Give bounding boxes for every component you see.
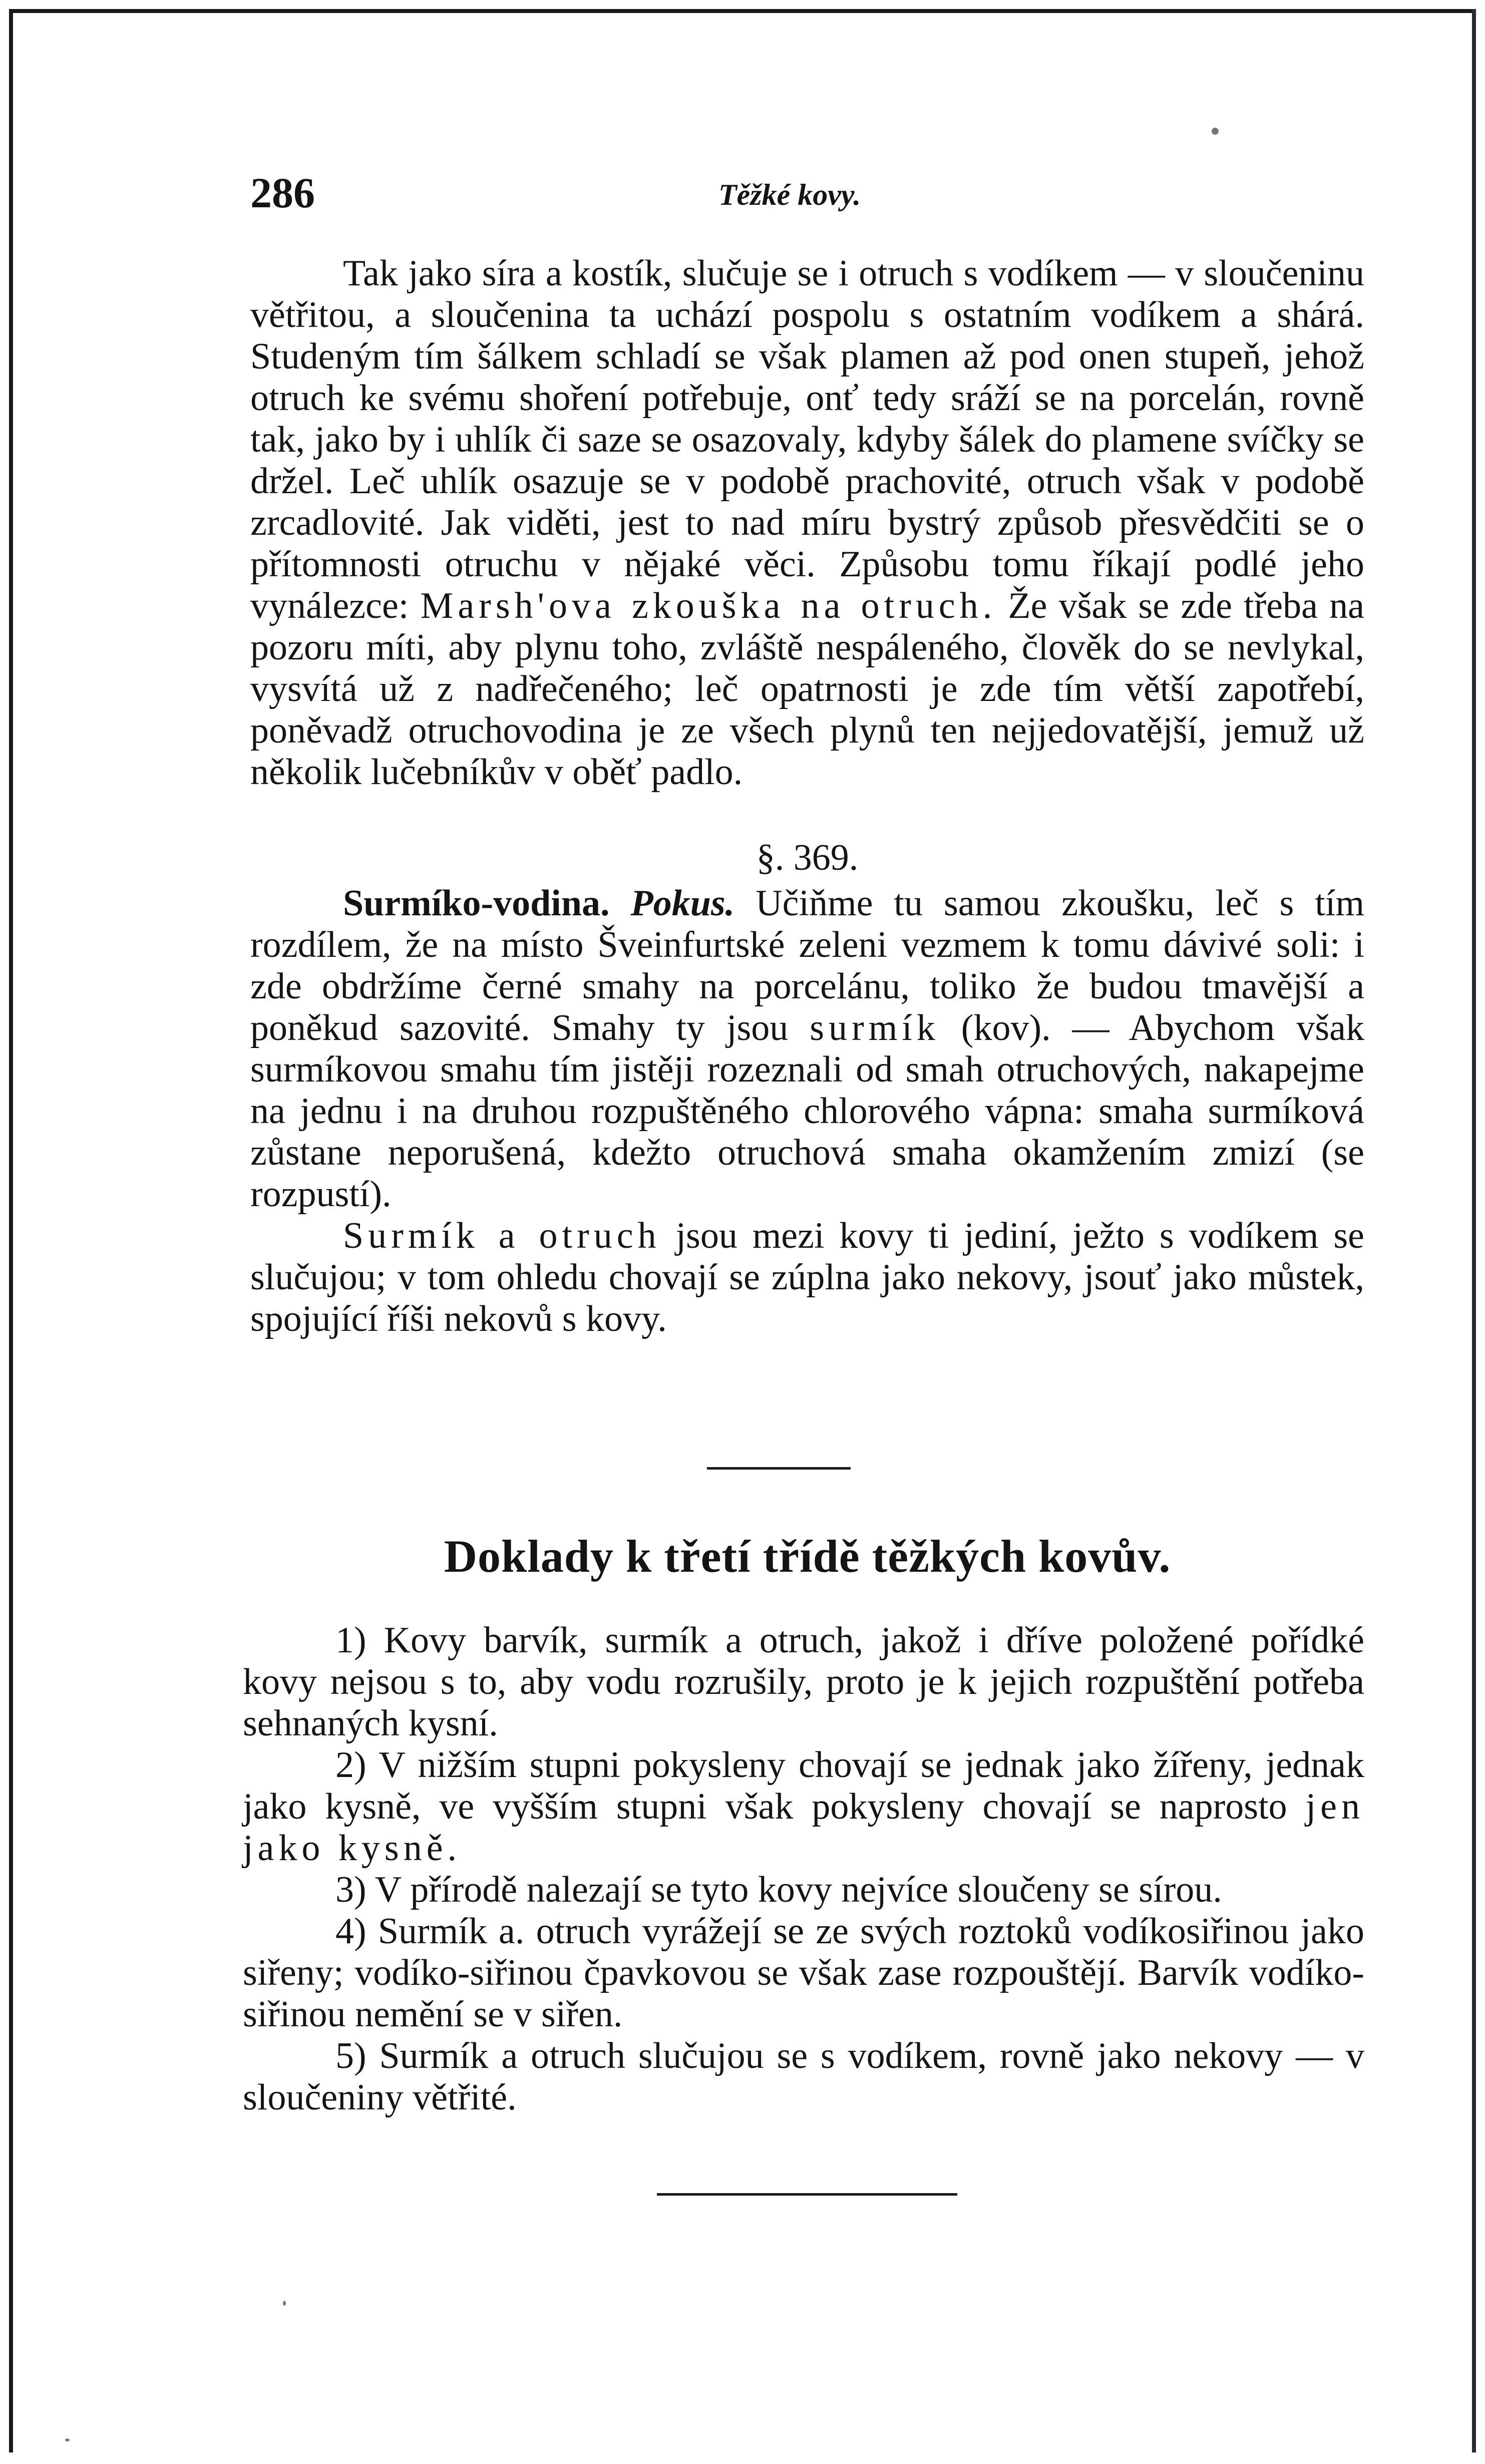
antimony-term: surmík [810, 1007, 940, 1048]
divider-rule [707, 1467, 851, 1470]
acid-term: jen jako kysně. [243, 1786, 1364, 1869]
page-number: 286 [250, 169, 315, 217]
experiment-label: Pokus. [630, 883, 735, 924]
paper-speck [283, 2301, 286, 2306]
summary-item: 2) V nižším stupni pokysleny chovají se jednak jako žířeny, jednak jako kysně, ve vyšším stupni však pokysleny chovají se naprosto jen jako kysně. [243, 1744, 1364, 1869]
summary-item: 4) Surmík a. otruch vyrážejí se ze svých roztoků vodíkosiřinou jako siřeny; vodíko-siřinou čpavkovou se však zase rozpouštějí. Barvík vodíko-siřinou nemění se v siřen. [243, 1911, 1364, 2035]
paragraph-arsenic-hydride: Tak jako síra a kostík, slučuje se i otruch s vodíkem — v sloučeninu větřitou, a sloučenina ta uchází pospolu s ostatním vodíkem a shárá. Studeným tím šálkem schladí se však plamen až pod onen stupeň, jehož otruch ke svému shoření potřebuje, onť tedy sráží se na porcelán, rovně tak, jako by i uhlík či saze se osazovaly, kdyby šálek do plamene svíčky se držel. Leč uhlík osazuje se v podobě prachovité, otruch však v podobě zrcadlovité. Jak viděti, jest to nad míru bystrý způsob přesvědčiti se o přítomnosti otruchu v nějaké věci. Způsobu tomu říkají podlé jeho vynálezce: Marsh'ova zkouška na otruch. Že však se zde třeba na pozoru míti, aby plynu toho, zvláště nespáleného, člověk do se nevlykal, vysvítá už z nadřečeného; leč opatrnosti je zde tím větší zapotřebí, poněvadž otruchovodina je ze všech plynů ten nejjedovatější, jemuž už několik lučebníkův v oběť padlo. [250, 253, 1365, 793]
summary-item: 1) Kovy barvík, surmík a otruch, jakož i dříve položené pořídké kovy nejsou s to, aby vodu rozrušily, proto je k jejich rozpuštění potřeba sehnaných kysní. [243, 1620, 1364, 1744]
summary-list [243, 1620, 1364, 2119]
main-text [250, 253, 1364, 1340]
paragraph-antimony-hydride: Surmíko-vodina. Pokus. Učiňme tu samou zkoušku, leč s tím rozdílem, že na místo Šveinfurtské zeleni vezmem k tomu dávivé soli: i zde obdržíme černé smahy na porcelánu, toliko že budou tmavější a poněkud sazovité. Smahy ty jsou surmík (kov). — Abychom však surmíkovou smahu tím jistěji rozeznali od smah otruchových, nakapejme na jednu i na druhou rozpuštěného chlorového vápna: smaha surmíková zůstane neporušená, kdežto otruchová smaha okamžením zmizí (se rozpustí). [250, 883, 1364, 1215]
summary-heading: Doklady k třetí třídě těžkých kovův. [444, 1531, 1171, 1582]
end-rule [657, 2193, 957, 2196]
section-heading: Surmíko-vodina. [343, 883, 610, 924]
marsh-test-term: Marsh'ova zkouška na otruch. [420, 585, 997, 626]
page-border-right [1472, 9, 1476, 2452]
running-title: Těžké kovy. [718, 178, 861, 211]
page-border-top [9, 9, 1476, 13]
paper-speck [65, 2438, 70, 2441]
paragraph-metals-with-hydrogen: Surmík a otruch jsou mezi kovy ti jediní, ježto s vodíkem se slučujou; v tom ohledu chovají se zúplna jako nekovy, jsouť jako můstek, spojující říši nekovů s kovy. [250, 1215, 1365, 1339]
summary-item: 3) V přírodě nalezají se tyto kovy nejvíce sloučeny se sírou. [335, 1869, 1222, 1910]
summary-item: 5) Surmík a otruch slučujou se s vodíkem, rovně jako nekovy — v sloučeniny větřité. [243, 2035, 1364, 2118]
section-number: §. 369. [756, 837, 859, 878]
antimony-arsenic-term: Surmík a otruch [343, 1215, 661, 1256]
page-border-left [9, 9, 13, 2452]
page-header [230, 168, 1364, 223]
paper-speck [1212, 128, 1219, 135]
